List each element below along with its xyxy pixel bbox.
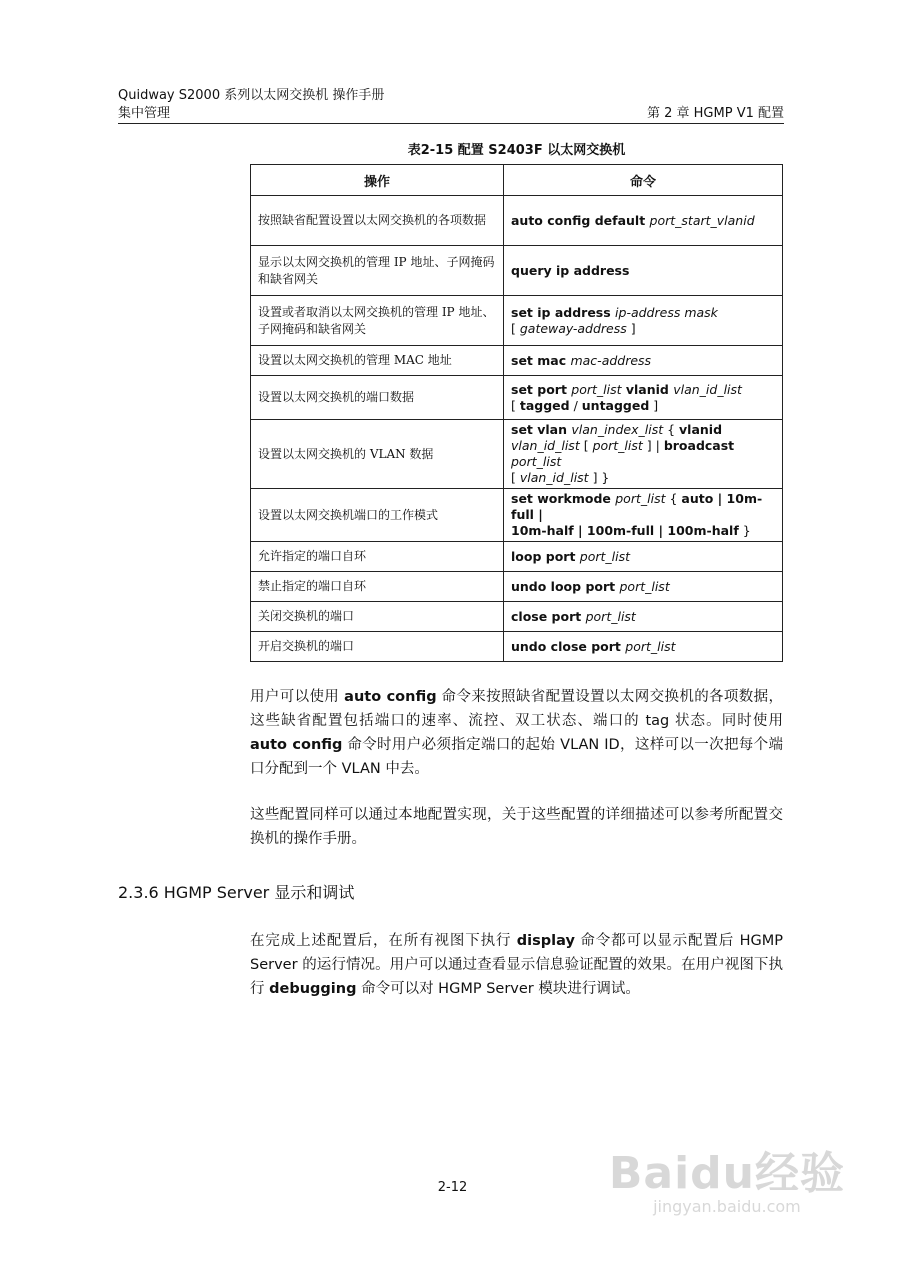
keyword-text: vlanid — [621, 381, 674, 397]
command-table — [250, 164, 783, 662]
header-section: 集中管理 — [118, 106, 171, 121]
plain-text: { — [665, 491, 682, 506]
table-row — [251, 489, 783, 542]
plain-text: / — [569, 397, 582, 413]
command-cell — [504, 346, 783, 376]
command-cell — [504, 489, 783, 542]
header-operation: 操作 — [251, 165, 504, 196]
table-row — [251, 420, 783, 489]
table-row — [251, 196, 783, 246]
keyword-text: debugging — [269, 981, 357, 997]
operation-cell: 设置以太网交换机的 VLAN 数据 — [251, 420, 504, 489]
table-row — [251, 632, 783, 662]
header-chapter: 第 2 章 HGMP V1 配置 — [646, 106, 784, 121]
table-row — [251, 602, 783, 632]
argument-text: port_list — [579, 548, 631, 564]
page-number: 2-12 — [437, 1180, 468, 1195]
keyword-text: auto config default — [511, 212, 650, 228]
operation-cell: 关闭交换机的端口 — [251, 602, 504, 632]
argument-text: gateway-address — [519, 320, 627, 336]
argument-text: port_list — [619, 578, 670, 594]
argument-text: mac-address — [570, 352, 652, 368]
operation-cell: 开启交换机的端口 — [251, 632, 504, 662]
keyword-text: 10m-half | 100m-full | 100m-half — [511, 523, 739, 538]
argument-text: port_list — [592, 438, 643, 453]
command-cell — [504, 376, 783, 420]
plain-text: ] | — [642, 438, 664, 453]
table-row — [251, 542, 783, 572]
keyword-text: auto config — [250, 737, 343, 753]
header-rule — [118, 123, 784, 124]
table-header-row — [251, 165, 783, 196]
table-row — [251, 246, 783, 296]
paragraph-auto-config — [250, 685, 783, 781]
operation-cell: 显示以太网交换机的管理 IP 地址、子网掩码和缺省网关 — [251, 246, 504, 296]
operation-cell: 禁止指定的端口自环 — [251, 572, 504, 602]
keyword-text: vlanid — [679, 422, 723, 437]
keyword-text: set ip address — [511, 304, 616, 320]
command-cell — [504, 196, 783, 246]
argument-text: vlan_index_list — [571, 422, 664, 437]
argument-text: port_list — [511, 454, 562, 469]
plain-text: ] — [649, 397, 659, 413]
table-row — [251, 572, 783, 602]
plain-text: 命令可以对 HGMP Server 模块进行调试。 — [356, 981, 640, 997]
plain-text: [ — [511, 397, 520, 413]
plain-text: 命令都可以显示配置后 HGMP Server 的运行情况。用户可以通过查看显示信息验证配置的效果。在用户视图下执行 — [250, 933, 783, 997]
command-cell — [504, 420, 783, 489]
plain-text: { — [663, 422, 680, 437]
plain-text: 这些配置同样可以通过本地配置实现，关于这些配置的详细描述可以参考所配置交换机的操作手册。 — [250, 807, 783, 847]
plain-text: [ — [511, 320, 520, 336]
table-row — [251, 296, 783, 346]
argument-text: vlan_id_list — [511, 438, 580, 453]
keyword-text: undo loop port — [511, 578, 620, 594]
operation-cell: 设置以太网交换机的端口数据 — [251, 376, 504, 420]
header-title: Quidway S2000 系列以太网交换机 操作手册 — [118, 88, 385, 103]
argument-text: port_list — [585, 608, 636, 624]
operation-cell: 设置或者取消以太网交换机的管理 IP 地址、子网掩码和缺省网关 — [251, 296, 504, 346]
keyword-text: undo close port — [511, 638, 626, 654]
argument-text: vlan_id_list — [673, 381, 742, 397]
paragraph-display-debugging — [250, 929, 783, 1001]
operation-cell: 按照缺省配置设置以太网交换机的各项数据 — [251, 196, 504, 246]
keyword-text: loop port — [511, 548, 580, 564]
plain-text: [ — [511, 470, 520, 485]
keyword-text: close port — [511, 608, 586, 624]
keyword-text: set workmode — [511, 491, 616, 506]
plain-text: 命令时用户必须指定端口的起始 VLAN ID，这样可以一次把每个端口分配到一个 VLAN 中去。 — [250, 737, 783, 777]
command-cell — [504, 542, 783, 572]
keyword-text: broadcast — [663, 438, 735, 453]
plain-text: } — [738, 523, 751, 538]
plain-text: 用户可以使用 — [250, 689, 345, 705]
keyword-text: tagged — [519, 397, 570, 413]
plain-text: [ — [579, 438, 593, 453]
keyword-text: auto | 10m-full | — [511, 491, 763, 522]
command-cell — [504, 246, 783, 296]
operation-cell: 设置以太网交换机的管理 MAC 地址 — [251, 346, 504, 376]
paragraph-local-config — [250, 803, 783, 851]
command-cell — [504, 296, 783, 346]
argument-text: vlan_id_list — [519, 470, 589, 485]
table-row — [251, 376, 783, 420]
header-command: 命令 — [504, 165, 783, 196]
table-row — [251, 346, 783, 376]
table-caption: 表2-15 配置 S2403F 以太网交换机 — [407, 143, 626, 158]
argument-text: port_start_vlanid — [649, 212, 755, 228]
argument-text: port_list — [615, 491, 666, 506]
watermark-logo: Baidu经验 — [608, 1148, 845, 1199]
keyword-text: query ip address — [511, 262, 630, 278]
plain-text: ] } — [588, 470, 610, 485]
keyword-text: auto config — [344, 689, 437, 705]
command-cell — [504, 602, 783, 632]
operation-cell: 允许指定的端口自环 — [251, 542, 504, 572]
plain-text: 在完成上述配置后，在所有视图下执行 — [250, 933, 517, 949]
keyword-text: set mac — [511, 352, 571, 368]
watermark-url: jingyan.baidu.com — [653, 1197, 801, 1216]
plain-text: 命令来按照缺省配置设置以太网交换机的各项数据，这些缺省配置包括端口的速率、流控、双工状态、端口的 tag 状态。同时使用 — [250, 689, 784, 729]
operation-cell: 设置以太网交换机端口的工作模式 — [251, 489, 504, 542]
argument-text: port_list — [625, 638, 676, 654]
argument-text: ip-address mask — [615, 304, 718, 320]
command-cell — [504, 632, 783, 662]
section-heading: 2.3.6 HGMP Server 显示和调试 — [118, 883, 355, 902]
watermark — [609, 1150, 845, 1216]
keyword-text: set port — [511, 381, 572, 397]
keyword-text: untagged — [581, 397, 650, 413]
keyword-text: set vlan — [511, 422, 572, 437]
argument-text: port_list — [571, 381, 622, 397]
keyword-text: display — [516, 933, 575, 949]
plain-text: ] — [626, 320, 636, 336]
command-cell — [504, 572, 783, 602]
